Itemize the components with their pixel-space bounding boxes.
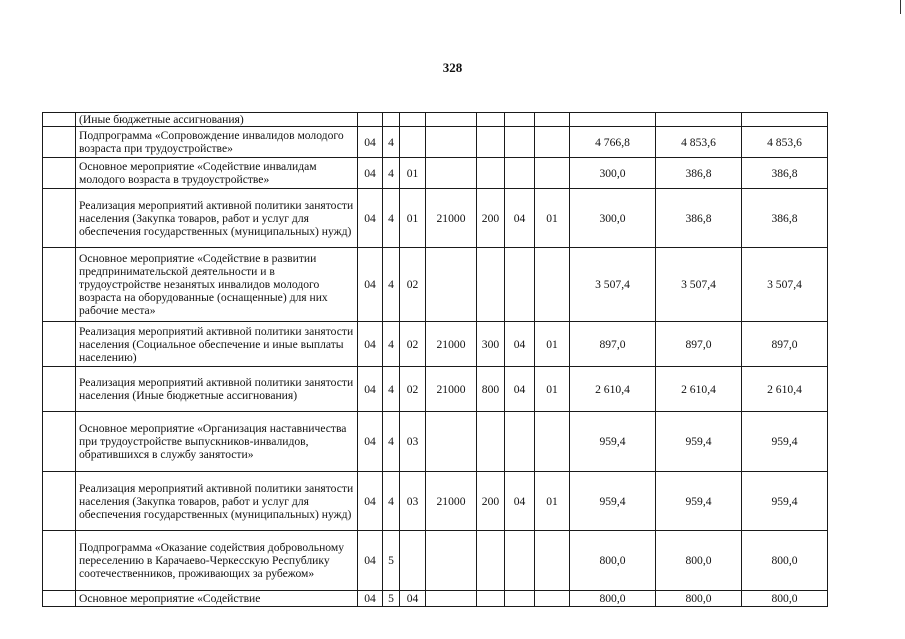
code-cell: 01 — [535, 367, 570, 412]
code-cell: 04 — [358, 127, 383, 158]
row-number-cell — [43, 472, 76, 531]
code-cell: 4 — [383, 189, 400, 248]
amount-cell: 2 610,4 — [570, 367, 656, 412]
amount-cell: 2 610,4 — [656, 367, 742, 412]
code-cell: 21000 — [426, 189, 477, 248]
code-cell: 21000 — [426, 322, 477, 367]
code-cell: 01 — [400, 158, 426, 189]
table-row — [43, 248, 828, 322]
budget-table — [42, 112, 828, 607]
code-cell: 04 — [505, 322, 535, 367]
amount-cell — [656, 113, 742, 127]
code-cell: 04 — [400, 591, 426, 607]
code-cell: 5 — [383, 591, 400, 607]
row-name: Основное мероприятие «Содействие в развитии предпринимательской деятельности и в трудоустройстве незанятых инвалидов молодого возраста на оборудованные (оснащенные) для них рабочие места» — [76, 248, 358, 322]
row-number-cell — [43, 412, 76, 472]
code-cell — [426, 158, 477, 189]
code-cell: 02 — [400, 367, 426, 412]
code-cell: 200 — [477, 189, 505, 248]
code-cell — [477, 531, 505, 591]
code-cell: 02 — [400, 322, 426, 367]
amount-cell: 959,4 — [570, 412, 656, 472]
amount-cell: 897,0 — [570, 322, 656, 367]
code-cell — [426, 248, 477, 322]
code-cell: 04 — [358, 591, 383, 607]
code-cell — [535, 412, 570, 472]
code-cell: 01 — [535, 322, 570, 367]
code-cell: 03 — [400, 472, 426, 531]
code-cell: 04 — [358, 248, 383, 322]
row-name: Основное мероприятие «Содействие инвалидам молодого возраста в трудоустройстве» — [76, 158, 358, 189]
code-cell: 4 — [383, 248, 400, 322]
table-row — [43, 158, 828, 189]
table-row — [43, 189, 828, 248]
row-number-cell — [43, 367, 76, 412]
amount-cell: 4 853,6 — [656, 127, 742, 158]
code-cell — [477, 113, 505, 127]
code-cell — [505, 158, 535, 189]
code-cell: 04 — [505, 367, 535, 412]
code-cell — [426, 591, 477, 607]
code-cell — [477, 412, 505, 472]
amount-cell: 386,8 — [656, 189, 742, 248]
row-number-cell — [43, 127, 76, 158]
code-cell — [426, 113, 477, 127]
table-row — [43, 591, 828, 607]
code-cell: 04 — [505, 472, 535, 531]
amount-cell: 800,0 — [570, 591, 656, 607]
amount-cell: 800,0 — [742, 531, 828, 591]
code-cell — [426, 531, 477, 591]
row-name: Подпрограмма «Оказание содействия добровольному переселению в Карачаево-Черкесскую Республику соотечественников, проживающих за рубежом» — [76, 531, 358, 591]
row-name: Подпрограмма «Сопровождение инвалидов молодого возраста при трудоустройстве» — [76, 127, 358, 158]
code-cell — [535, 591, 570, 607]
code-cell: 04 — [358, 531, 383, 591]
code-cell — [383, 113, 400, 127]
code-cell: 04 — [358, 472, 383, 531]
amount-cell: 800,0 — [656, 591, 742, 607]
code-cell: 01 — [535, 189, 570, 248]
amount-cell: 959,4 — [656, 412, 742, 472]
code-cell — [400, 127, 426, 158]
amount-cell: 4 853,6 — [742, 127, 828, 158]
amount-cell: 386,8 — [742, 158, 828, 189]
row-name: Основное мероприятие «Содействие — [76, 591, 358, 607]
code-cell — [477, 158, 505, 189]
code-cell: 4 — [383, 472, 400, 531]
amount-cell: 959,4 — [656, 472, 742, 531]
amount-cell — [742, 113, 828, 127]
amount-cell: 959,4 — [742, 472, 828, 531]
table-row — [43, 322, 828, 367]
code-cell — [400, 113, 426, 127]
row-number-cell — [43, 591, 76, 607]
table-row — [43, 113, 828, 127]
code-cell: 4 — [383, 412, 400, 472]
row-name: Основное мероприятие «Организация наставничества при трудоустройстве выпускников-инвалидов, обратившихся в службу занятости» — [76, 412, 358, 472]
code-cell — [477, 248, 505, 322]
scan-edge-mark — [900, 0, 904, 14]
code-cell: 03 — [400, 412, 426, 472]
row-name: Реализация мероприятий активной политики занятости населения (Закупка товаров, работ и услуг для обеспечения государственных (муниципальных) нужд) — [76, 189, 358, 248]
amount-cell: 3 507,4 — [656, 248, 742, 322]
code-cell — [400, 531, 426, 591]
table-row — [43, 127, 828, 158]
code-cell: 02 — [400, 248, 426, 322]
code-cell — [505, 113, 535, 127]
amount-cell: 800,0 — [656, 531, 742, 591]
code-cell: 4 — [383, 127, 400, 158]
table-row — [43, 472, 828, 531]
code-cell — [505, 127, 535, 158]
code-cell — [426, 412, 477, 472]
code-cell — [505, 412, 535, 472]
code-cell: 04 — [358, 322, 383, 367]
table-row — [43, 412, 828, 472]
code-cell: 04 — [358, 189, 383, 248]
code-cell — [477, 127, 505, 158]
code-cell: 300 — [477, 322, 505, 367]
table-row — [43, 367, 828, 412]
code-cell — [505, 531, 535, 591]
code-cell: 21000 — [426, 367, 477, 412]
amount-cell: 386,8 — [742, 189, 828, 248]
row-name: Реализация мероприятий активной политики занятости населения (Закупка товаров, работ и услуг для обеспечения государственных (муниципальных) нужд) — [76, 472, 358, 531]
row-name: (Иные бюджетные ассигнования) — [76, 113, 358, 127]
amount-cell: 300,0 — [570, 189, 656, 248]
amount-cell: 897,0 — [656, 322, 742, 367]
row-number-cell — [43, 248, 76, 322]
amount-cell — [570, 113, 656, 127]
code-cell: 04 — [358, 367, 383, 412]
row-number-cell — [43, 158, 76, 189]
code-cell: 800 — [477, 367, 505, 412]
amount-cell: 800,0 — [570, 531, 656, 591]
row-name: Реализация мероприятий активной политики занятости населения (Социальное обеспечение и иные выплаты населению) — [76, 322, 358, 367]
amount-cell: 800,0 — [742, 591, 828, 607]
code-cell — [535, 127, 570, 158]
amount-cell: 959,4 — [570, 472, 656, 531]
row-number-cell — [43, 113, 76, 127]
code-cell — [426, 127, 477, 158]
amount-cell: 386,8 — [656, 158, 742, 189]
code-cell: 4 — [383, 367, 400, 412]
amount-cell: 959,4 — [742, 412, 828, 472]
code-cell — [505, 591, 535, 607]
code-cell — [477, 591, 505, 607]
code-cell: 04 — [505, 189, 535, 248]
code-cell — [535, 158, 570, 189]
amount-cell: 300,0 — [570, 158, 656, 189]
code-cell — [535, 113, 570, 127]
page-number: 328 — [442, 60, 463, 75]
row-number-cell — [43, 189, 76, 248]
code-cell — [505, 248, 535, 322]
row-number-cell — [43, 531, 76, 591]
code-cell: 5 — [383, 531, 400, 591]
code-cell: 21000 — [426, 472, 477, 531]
code-cell: 01 — [535, 472, 570, 531]
code-cell — [358, 113, 383, 127]
amount-cell: 897,0 — [742, 322, 828, 367]
code-cell: 4 — [383, 158, 400, 189]
code-cell: 4 — [383, 322, 400, 367]
row-name: Реализация мероприятий активной политики занятости населения (Иные бюджетные ассигнования) — [76, 367, 358, 412]
amount-cell: 2 610,4 — [742, 367, 828, 412]
code-cell — [535, 248, 570, 322]
table-row — [43, 531, 828, 591]
code-cell: 200 — [477, 472, 505, 531]
amount-cell: 3 507,4 — [570, 248, 656, 322]
amount-cell: 3 507,4 — [742, 248, 828, 322]
code-cell: 01 — [400, 189, 426, 248]
code-cell — [535, 531, 570, 591]
amount-cell: 4 766,8 — [570, 127, 656, 158]
row-number-cell — [43, 322, 76, 367]
code-cell: 04 — [358, 158, 383, 189]
code-cell: 04 — [358, 412, 383, 472]
